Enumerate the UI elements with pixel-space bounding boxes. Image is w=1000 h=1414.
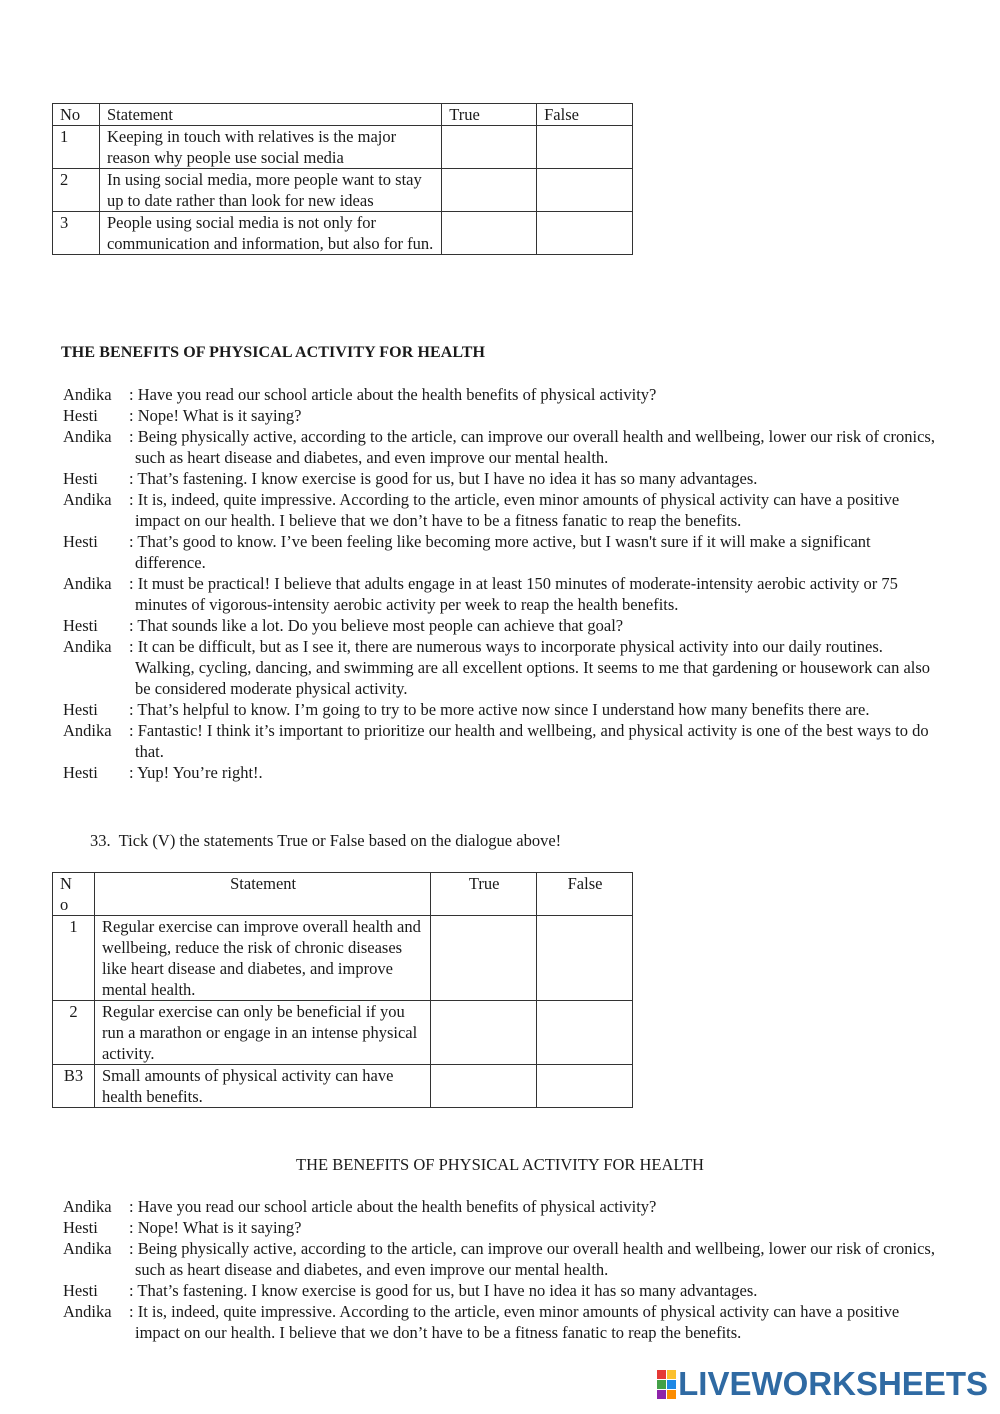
false-answer-cell[interactable] [537,1001,633,1065]
dialogue-text: : It can be difficult, but as I see it, there are numerous ways to incorporate physical activity into our daily routines. Walking, cycling, dancing, and swimming are all excellent options. It seems to me that gardening or housework can also be considered moderate physical activity. [129,637,931,698]
dialogue-line [63,636,943,699]
table-row [53,126,633,169]
table-row [53,1065,633,1108]
speaker-name: Hesti [63,700,98,719]
dialogue-text: : Nope! What is it saying? [129,1218,302,1237]
true-answer-cell[interactable] [442,126,537,169]
speaker-name: Andika [63,574,112,593]
speaker-name: Andika [63,721,112,740]
dialogue-text: : Nope! What is it saying? [129,406,302,425]
row-number: 3 [53,212,100,255]
header-no: No [53,104,100,126]
table-row [53,212,633,255]
dialogue-text: : That’s fastening. I know exercise is good for us, but I have no idea it has so many advantages. [129,469,758,488]
row-number: 2 [53,1001,95,1065]
row-statement: In using social media, more people want to stay up to date rather than look for new ideas [99,169,441,212]
liveworksheets-logo-icon [657,1370,676,1399]
dialogue-text: : It is, indeed, quite impressive. According to the article, even minor amounts of physical activity can have a positive impact on our health. I believe that we don’t have to be a fitness fanatic to reap the benefits. [129,490,900,530]
dialogue-text: : That sounds like a lot. Do you believe most people can achieve that goal? [129,616,624,635]
false-answer-cell[interactable] [537,212,633,255]
true-answer-cell[interactable] [442,169,537,212]
speaker-name: Andika [63,490,112,509]
dialogue-line [63,468,943,489]
dialogue-line [63,384,943,405]
header-true: True [442,104,537,126]
table-header-row [53,873,633,916]
row-number: 1 [53,916,95,1001]
dialogue-line [63,405,943,426]
row-statement: Regular exercise can improve overall health and wellbeing, reduce the risk of chronic diseases like heart disease and diabetes, and improve mental health. [94,916,430,1001]
table-row [53,169,633,212]
dialogue-line [63,699,943,720]
false-answer-cell[interactable] [537,169,633,212]
dialogue-line [63,762,943,783]
dialogue-line [63,1280,943,1301]
true-answer-cell[interactable] [442,212,537,255]
dialogue [63,1196,943,1343]
speaker-name: Andika [63,1302,112,1321]
dialogue-line [63,1238,943,1280]
liveworksheets-logo [657,1366,988,1402]
question-number: 33. [90,831,111,850]
dialogue-line [63,531,943,573]
true-answer-cell[interactable] [431,916,537,1001]
speaker-name: Andika [63,1239,112,1258]
dialogue-text: : Fantastic! I think it’s important to prioritize our health and wellbeing, and physical activity is one of the best ways to do that. [129,721,929,761]
true-false-table-1 [52,103,633,255]
header-false: False [537,873,633,916]
header-no: No [53,873,95,916]
false-answer-cell[interactable] [537,916,633,1001]
speaker-name: Hesti [63,616,98,635]
question-instruction [90,830,561,851]
dialogue-text: : That’s helpful to know. I’m going to try to be more active now since I understand how many benefits there are. [129,700,870,719]
dialogue [63,384,943,783]
dialogue-text: : It is, indeed, quite impressive. According to the article, even minor amounts of physical activity can have a positive impact on our health. I believe that we don’t have to be a fitness fanatic to reap the benefits. [129,1302,900,1342]
header-false: False [537,104,633,126]
row-number: 1 [53,126,100,169]
speaker-name: Hesti [63,1218,98,1237]
dialogue-text: : Have you read our school article about the health benefits of physical activity? [129,385,657,404]
false-answer-cell[interactable] [537,1065,633,1108]
logo-text: LIVEWORKSHEETS [678,1365,988,1402]
dialogue-line [63,720,943,762]
header-true: True [431,873,537,916]
speaker-name: Hesti [63,406,98,425]
row-statement: Regular exercise can only be beneficial if you run a marathon or engage in an intense physical activity. [94,1001,430,1065]
row-number: B3 [53,1065,95,1108]
speaker-name: Hesti [63,469,98,488]
dialogue-line [63,615,943,636]
true-answer-cell[interactable] [431,1065,537,1108]
dialogue-text: : That’s good to know. I’ve been feeling like becoming more active, but I wasn't sure if it will make a significant difference. [129,532,871,572]
dialogue-line [63,1196,943,1217]
dialogue-line [63,573,943,615]
row-statement: People using social media is not only for communication and information, but also for fun. [99,212,441,255]
true-answer-cell[interactable] [431,1001,537,1065]
table-header-row [53,104,633,126]
dialogue-line [63,489,943,531]
speaker-name: Andika [63,637,112,656]
row-statement: Small amounts of physical activity can have health benefits. [94,1065,430,1108]
header-statement: Statement [94,873,430,916]
false-answer-cell[interactable] [537,126,633,169]
row-statement: Keeping in touch with relatives is the major reason why people use social media [99,126,441,169]
speaker-name: Andika [63,385,112,404]
dialogue-text: : It must be practical! I believe that adults engage in at least 150 minutes of moderate-intensity aerobic activity or 75 minutes of vigorous-intensity aerobic activity per week to reap the health benefits. [129,574,898,614]
dialogue-line [63,426,943,468]
instruction-text: Tick (V) the statements True or False based on the dialogue above! [118,831,562,850]
dialogue-text: : That’s fastening. I know exercise is good for us, but I have no idea it has so many advantages. [129,1281,758,1300]
section-heading: THE BENEFITS OF PHYSICAL ACTIVITY FOR HEALTH [61,344,486,361]
table-row [53,1001,633,1065]
speaker-name: Andika [63,1197,112,1216]
table-row [53,916,633,1001]
speaker-name: Hesti [63,763,98,782]
dialogue-text: : Yup! You’re right!. [129,763,263,782]
header-statement: Statement [99,104,441,126]
speaker-name: Andika [63,427,112,446]
row-number: 2 [53,169,100,212]
dialogue-text: : Being physically active, according to the article, can improve our overall health and wellbeing, lower our risk of cronics, such as heart disease and diabetes, and even improve our mental health. [129,427,935,467]
dialogue-text: : Have you read our school article about the health benefits of physical activity? [129,1197,657,1216]
dialogue-text: : Being physically active, according to the article, can improve our overall health and wellbeing, lower our risk of cronics, such as heart disease and diabetes, and even improve our mental health. [129,1239,935,1279]
speaker-name: Hesti [63,532,98,551]
true-false-table-2 [52,872,633,1108]
dialogue-line [63,1217,943,1238]
dialogue-line [63,1301,943,1343]
speaker-name: Hesti [63,1281,98,1300]
section-heading: THE BENEFITS OF PHYSICAL ACTIVITY FOR HEALTH [296,1155,704,1174]
